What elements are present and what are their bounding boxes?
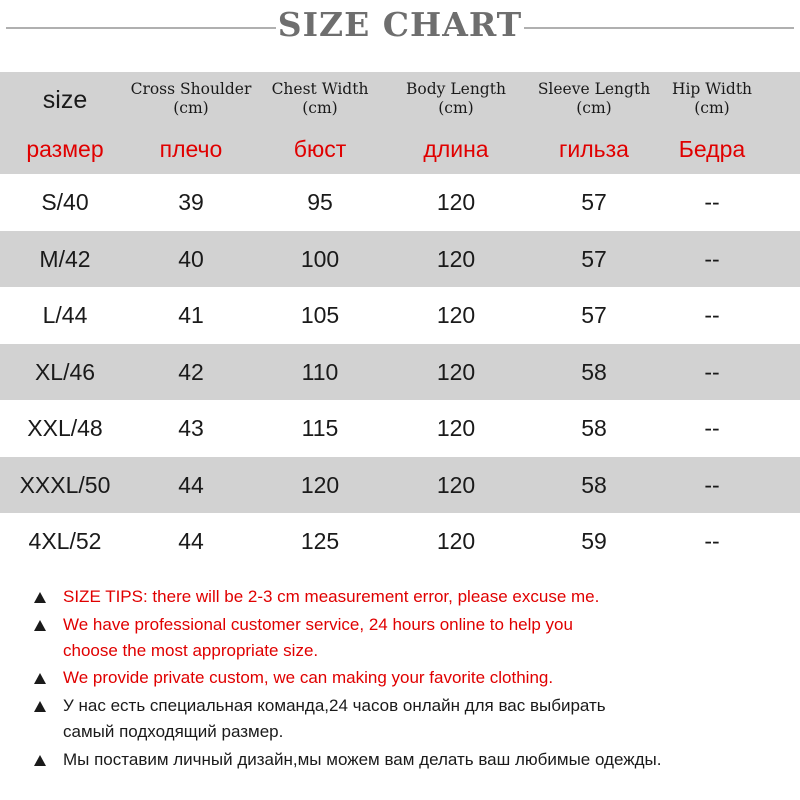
header-unit: (cm) [302, 99, 338, 117]
header-label: Hip Width [671, 80, 753, 98]
note-text: SIZE TIPS: there will be 2-3 cm measurement error, please excuse me. [63, 587, 600, 606]
note-text: самый подходящий размер. [63, 722, 284, 741]
length-cell: 120 [436, 302, 476, 328]
note-text: Мы поставим личный дизайн,мы можем вам делать ваш любимые одежды. [63, 750, 662, 769]
size-cell: M/42 [39, 245, 91, 272]
note-text: choose the most appropriate size. [63, 641, 319, 660]
header-label: Chest Width [271, 80, 369, 98]
hip-cell: -- [704, 358, 720, 385]
hip-cell: -- [704, 415, 720, 441]
hip-cell: -- [704, 189, 720, 215]
length-cell: 120 [436, 471, 476, 498]
sleeve-cell: 57 [581, 245, 607, 272]
triangle-bullet-icon [34, 592, 46, 603]
size-table-header [0, 72, 800, 174]
shoulder-cell: 44 [178, 471, 204, 498]
length-cell: 120 [436, 189, 476, 215]
header-body-length [388, 72, 524, 174]
table-row [0, 457, 800, 514]
size-cell: S/40 [41, 189, 89, 215]
sleeve-cell: 57 [581, 302, 607, 328]
title-divider-right [524, 27, 794, 29]
sleeve-cell: 58 [581, 471, 607, 498]
header-cross-shoulder [130, 72, 252, 174]
shoulder-cell: 42 [178, 358, 204, 385]
title-bar [0, 0, 800, 56]
hip-cell: -- [704, 471, 720, 498]
size-cell: XXXL/50 [19, 471, 111, 498]
chest-cell: 115 [301, 415, 339, 441]
header-label-ru: длина [423, 136, 489, 162]
shoulder-cell: 44 [178, 528, 204, 554]
table-row [0, 174, 800, 231]
sleeve-cell: 58 [581, 358, 607, 385]
size-cell: 4XL/52 [28, 528, 102, 554]
chest-cell: 125 [300, 528, 340, 554]
header-label-ru: плечо [159, 136, 223, 162]
triangle-bullet-icon [34, 701, 46, 712]
header-size-en: size [42, 86, 88, 114]
triangle-bullet-icon [34, 673, 46, 684]
note-text: У нас есть специальная команда,24 часов онлайн для вас выбирать [63, 696, 606, 715]
shoulder-cell: 40 [178, 245, 204, 272]
hip-cell: -- [704, 245, 720, 272]
header-unit: (cm) [173, 99, 209, 117]
length-cell: 120 [436, 358, 476, 385]
sleeve-cell: 57 [581, 189, 607, 215]
header-label: Cross Shoulder [130, 80, 252, 98]
title-divider-left [6, 27, 276, 29]
table-row [0, 513, 800, 570]
chest-cell: 95 [307, 189, 333, 215]
header-hip-width [664, 72, 760, 174]
length-cell: 120 [436, 415, 476, 441]
chest-cell: 100 [300, 245, 340, 272]
header-label-ru: гильза [559, 136, 629, 162]
table-row [0, 344, 800, 401]
length-cell: 120 [436, 245, 476, 272]
hip-cell: -- [704, 302, 720, 328]
triangle-bullet-icon [34, 620, 46, 631]
header-label: Sleeve Length [537, 80, 651, 98]
table-row [0, 287, 800, 344]
length-cell: 120 [436, 528, 476, 554]
sleeve-cell: 59 [581, 528, 607, 554]
chest-cell: 105 [300, 302, 340, 328]
header-label: Body Length [406, 80, 506, 98]
size-cell: XXL/48 [27, 415, 103, 441]
header-label-ru: бюст [293, 136, 347, 162]
size-cell: XL/46 [34, 358, 96, 385]
page-title: SIZE CHART [277, 5, 523, 44]
note-text: We provide private custom, we can making your favorite clothing. [63, 668, 554, 687]
triangle-bullet-icon [34, 755, 46, 766]
table-row [0, 231, 800, 288]
sleeve-cell: 58 [581, 415, 607, 441]
chest-cell: 120 [300, 471, 340, 498]
size-table-body [0, 174, 800, 570]
header-unit: (cm) [438, 99, 474, 117]
shoulder-cell: 41 [178, 302, 204, 328]
header-size-ru: размер [26, 136, 104, 162]
hip-cell: -- [704, 528, 720, 554]
header-sleeve-length [524, 72, 664, 174]
header-chest-width [252, 72, 388, 174]
shoulder-cell: 43 [178, 415, 204, 441]
header-size [0, 72, 130, 174]
chest-cell: 110 [301, 358, 339, 385]
size-cell: L/44 [42, 302, 88, 328]
header-unit: (cm) [576, 99, 612, 117]
header-unit: (cm) [694, 99, 730, 117]
note-text: We have professional customer service, 24 hours online to help you [63, 615, 573, 634]
header-label-ru: Бедра [678, 136, 746, 162]
table-row [0, 400, 800, 457]
shoulder-cell: 39 [178, 189, 204, 215]
